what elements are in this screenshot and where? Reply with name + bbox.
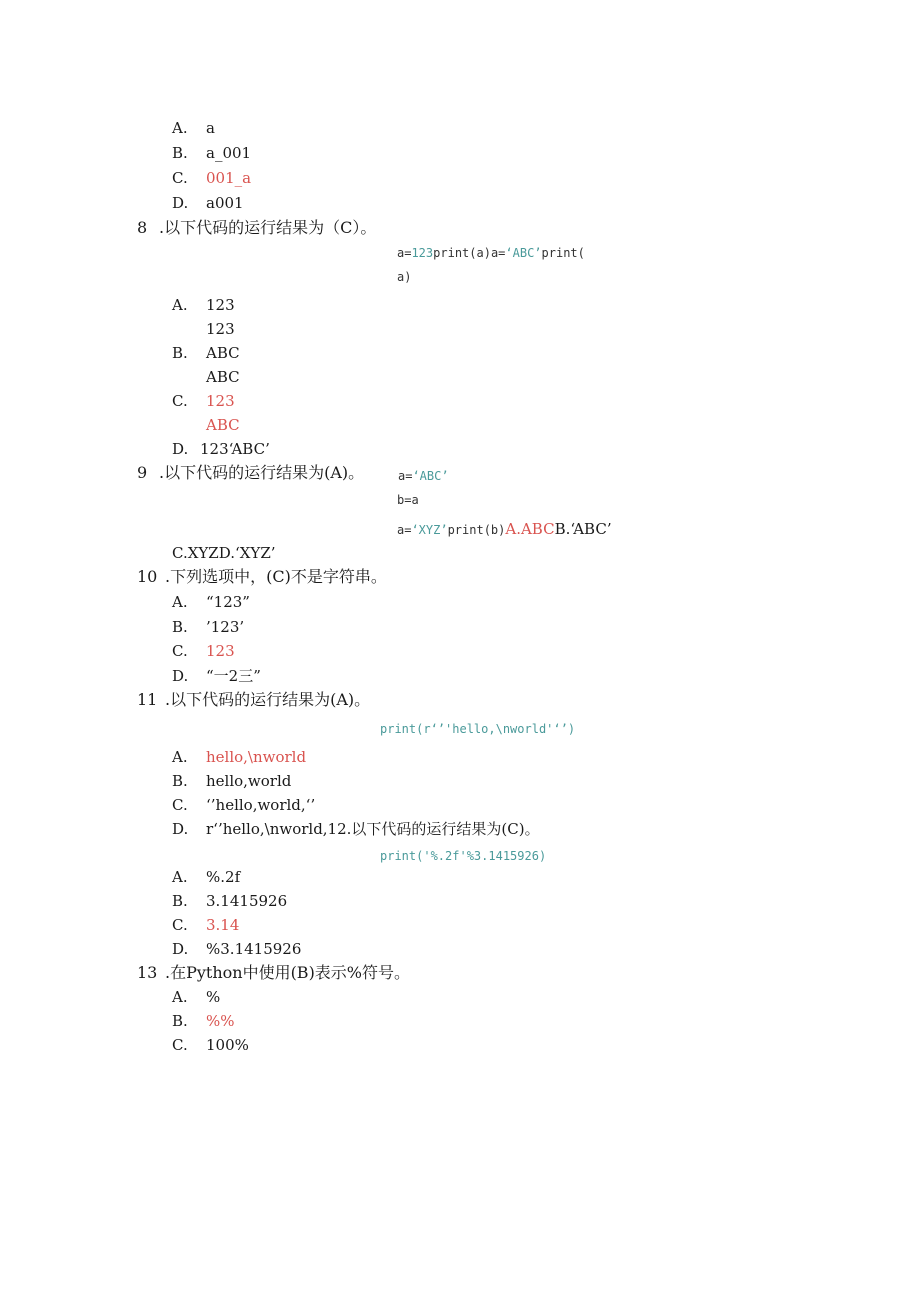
q8-question: 8 .以下代码的运行结果为（C）。: [137, 218, 377, 237]
q11-option-b: B. hello,world: [172, 772, 292, 790]
q11-code: print(r‘’'hello,\nworld'‘’): [380, 722, 576, 736]
q13-option-c: C. 100%: [172, 1036, 249, 1054]
q12-code: print('%.2f'%3.1415926): [380, 849, 547, 863]
q11-option-c: C. ‘’hello,world,‘’: [172, 796, 316, 814]
q8-code-line2: a): [397, 270, 412, 284]
q11-option-d: D. r‘’hello,\nworld,12.以下代码的运行结果为(C)。: [172, 820, 540, 838]
q10-option-d: D. “一2三”: [172, 667, 261, 685]
q12-option-d: D. %3.1415926: [172, 940, 302, 958]
q9-question: 9 .以下代码的运行结果为(A)。: [137, 463, 365, 482]
q7-option-d: D. a001: [172, 194, 244, 212]
q10-option-a: A. “123”: [172, 593, 250, 611]
q8-option-a: A. 123: [172, 296, 235, 314]
q12-option-c: C. 3.14: [172, 916, 240, 934]
q9-code-line1: a=‘ABC’: [398, 469, 449, 483]
q13-option-a: A. %: [172, 988, 221, 1006]
q10-question: 10 .下列选项中，(C)不是字符串。: [137, 567, 387, 586]
q8-answer: 123: [206, 392, 235, 410]
q11-question: 11 .以下代码的运行结果为(A)。: [137, 690, 371, 709]
q7-option-a: A. a: [172, 119, 215, 137]
q12-option-a: A. %.2f: [172, 868, 241, 886]
q10-answer: 123: [206, 642, 235, 660]
q10-option-b: B. ’123’: [172, 618, 245, 636]
q7-option-b: B. a_001: [172, 144, 252, 162]
q8-code-line1: a=123print(a)a=‘ABC’print(: [397, 246, 585, 260]
q8-option-c: C. 123: [172, 392, 235, 410]
q8-option-b-line2: ABC: [206, 368, 240, 386]
q8-option-a-line2: 123: [206, 320, 235, 338]
q8-option-b: B. ABC: [172, 344, 240, 362]
q8-option-c-line2: ABC: [206, 416, 240, 434]
q9-answer: A.ABC: [505, 520, 555, 538]
q13-option-b: B. %%: [172, 1012, 235, 1030]
q7-option-c: C. 001_a: [172, 169, 252, 187]
q8-option-d: D. 123‘ABC’: [172, 440, 270, 458]
q11-option-a: A. hello,\nworld: [172, 748, 307, 766]
q12-option-b: B. 3.1415926: [172, 892, 288, 910]
q13-question: 13 .在Python中使用(B)表示%符号。: [137, 963, 411, 982]
q12-answer: 3.14: [206, 916, 240, 934]
q13-answer: %%: [206, 1012, 235, 1030]
q9-options-row2: C.XYZD.‘XYZ’: [172, 544, 276, 562]
q10-option-c: C. 123: [172, 642, 235, 660]
q7-answer: 001_a: [206, 169, 252, 187]
q9-code-line3: a=‘XYZ’print(b)A.ABCB.‘ABC’: [397, 520, 612, 538]
q11-answer: hello,\nworld: [206, 748, 307, 766]
q9-code-line2: b=a: [397, 493, 419, 507]
